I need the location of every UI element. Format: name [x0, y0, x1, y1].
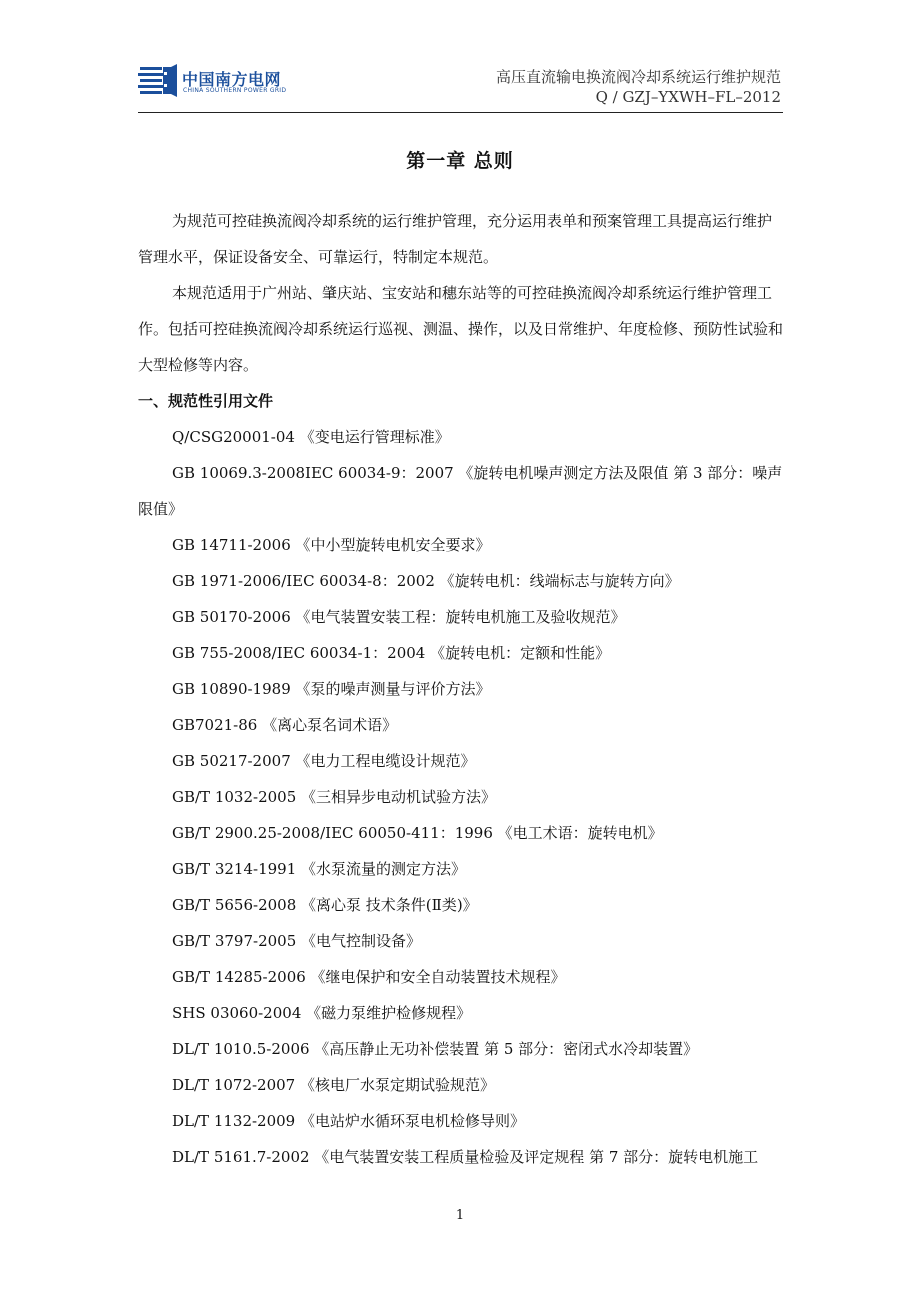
reference-item: GB/T 14285-2006 《继电保护和安全自动装置技术规程》	[172, 968, 566, 986]
reference-item: GB/T 2900.25-2008/IEC 60050-411：1996 《电工术语：旋转电机》	[172, 824, 663, 842]
logo-chinese-name: 中国南方电网	[182, 70, 282, 89]
reference-item: DL/T 5161.7-2002 《电气装置安装工程质量检验及评定规程 第 7 部分：旋转电机施工	[172, 1148, 759, 1166]
document-body	[138, 203, 783, 1175]
chapter-title: 第一章 总则	[406, 150, 514, 172]
document-title: 高压直流输电换流阀冷却系统运行维护规范	[495, 68, 781, 86]
reference-item: GB 50217-2007 《电力工程电缆设计规范》	[172, 752, 476, 770]
reference-item: GB/T 1032-2005 《三相异步电动机试验方法》	[172, 788, 497, 806]
reference-item: GB7021-86 《离心泵名词术语》	[172, 716, 398, 734]
document-code: Q / GZJ–YXWH–FL–2012	[595, 88, 781, 106]
paragraph-purpose: 为规范可控硅换流阀冷却系统的运行维护管理，充分运用表单和预案管理工具提高运行维护管理水平，保证设备安全、可靠运行，特制定本规范。	[138, 212, 773, 266]
reference-item: DL/T 1010.5-2006 《高压静止无功补偿装置 第 5 部分：密闭式水冷却装置》	[172, 1040, 699, 1058]
reference-item: DL/T 1072-2007 《核电厂水泵定期试验规范》	[172, 1076, 495, 1094]
section-heading: 一、规范性引用文件	[138, 392, 274, 410]
logo-english-name: CHINA SOUTHERN POWER GRID	[183, 87, 287, 94]
reference-item: GB 1971-2006/IEC 60034-8：2002 《旋转电机：线端标志与旋转方向》	[172, 572, 680, 590]
page-number: 1	[455, 1208, 465, 1223]
power-grid-logo-icon	[138, 64, 178, 98]
reference-item: DL/T 1132-2009 《电站炉水循环泵电机检修导则》	[172, 1112, 525, 1130]
page-header	[138, 58, 783, 112]
reference-list	[138, 419, 783, 1175]
reference-item: GB 14711-2006 《中小型旋转电机安全要求》	[172, 536, 491, 554]
reference-item: Q/CSG20001-04 《变电运行管理标准》	[172, 428, 450, 446]
reference-item: GB/T 5656-2008 《离心泵 技术条件(Ⅱ类)》	[172, 896, 478, 914]
company-logo	[138, 64, 338, 98]
reference-item: GB/T 3797-2005 《电气控制设备》	[172, 932, 422, 950]
reference-item: GB/T 3214-1991 《水泵流量的测定方法》	[172, 860, 467, 878]
reference-item: GB 50170-2006 《电气装置安装工程：旋转电机施工及验收规范》	[172, 608, 626, 626]
reference-item: GB 10069.3-2008IEC 60034-9：2007 《旋转电机噪声测定方法及限值 第 3 部分：噪声限值》	[138, 464, 783, 518]
reference-item: GB 755-2008/IEC 60034-1：2004 《旋转电机：定额和性能》	[172, 644, 611, 662]
header-divider	[138, 112, 783, 113]
paragraph-scope: 本规范适用于广州站、肇庆站、宝安站和穗东站等的可控硅换流阀冷却系统运行维护管理工作。包括可控硅换流阀冷却系统运行巡视、测温、操作，以及日常维护、年度检修、预防性试验和大型检修等内容。	[138, 284, 784, 374]
reference-item: SHS 03060-2004 《磁力泵维护检修规程》	[172, 1004, 472, 1022]
reference-item: GB 10890-1989 《泵的噪声测量与评价方法》	[172, 680, 491, 698]
